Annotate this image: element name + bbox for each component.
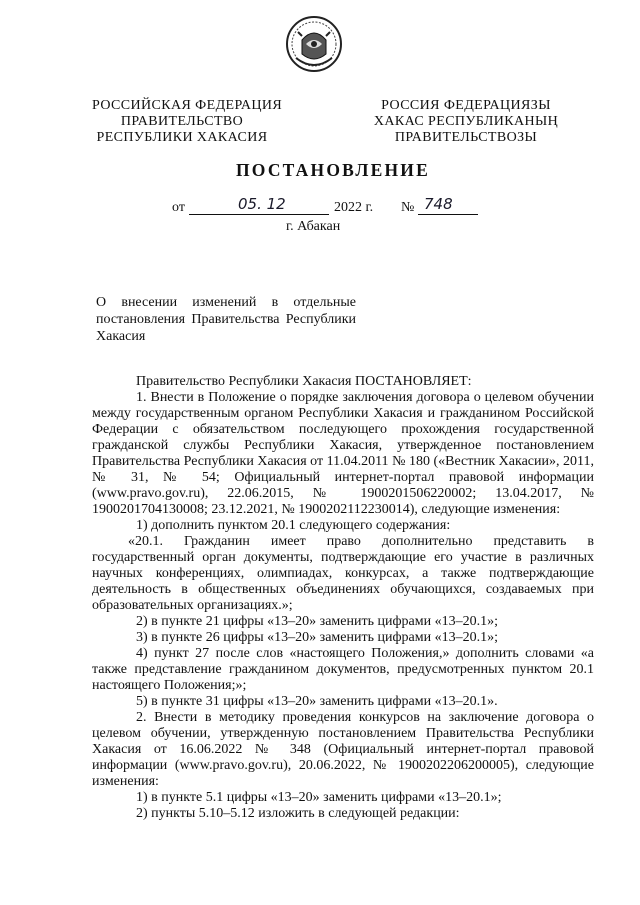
body-paragraph: «20.1. Гражданин имеет право дополнительно представить в государственный орган документы, подтверждающие его участие в различных научных конференциях, олимпиадах, конкурсах, а также подтверждающие деятельность в общественных объединениях обучающихся, создаваемых при образовательных организациях.»; xyxy=(92,534,594,613)
document-body xyxy=(92,374,594,822)
header-right-line: РОССИЯ ФЕДЕРАЦИЯЗЫ xyxy=(381,98,551,113)
body-paragraph: Правительство Республики Хакасия ПОСТАНОВЛЯЕТ: xyxy=(136,374,472,389)
date-prefix: от xyxy=(172,200,185,215)
number-handwritten: 748 xyxy=(424,195,453,213)
number-underline xyxy=(418,214,478,215)
body-paragraph: 2. Внести в методику проведения конкурсов на заключение договора о целевом обучении, утвержденную постановлением Правительства Республики Хакасия от 16.06.2022 № 348 (Официальный интернет-портал правовой информации (www.pravo.gov.ru), 20.06.2022, № 1900202206200005), следующие изменения: xyxy=(92,710,594,789)
header-left xyxy=(92,98,283,146)
document-title: ПОСТАНОВЛЕНИЕ xyxy=(236,160,430,180)
header-left-line: ПРАВИТЕЛЬСТВО xyxy=(120,114,244,129)
header-right-line: ХАКАС РЕСПУБЛИКАНЫҢ xyxy=(373,114,559,129)
header-left-line: РОССИЙСКАЯ ФЕДЕРАЦИЯ xyxy=(92,98,283,113)
body-paragraph: 2) в пункте 21 цифры «13–20» заменить цифрами «13–20.1»; xyxy=(136,614,498,629)
document-subject: О внесении изменений в отдельные постановления Правительства Республики Хакасия xyxy=(96,295,356,344)
header-right xyxy=(372,98,560,146)
body-paragraph: 1. Внести в Положение о порядке заключения договора о целевом обучении между государственным органом Республики Хакасия и гражданином Российской Федерации с обязательством последующего прохождения государственной гражданской службы Республики Хакасия, утвержденное постановлением Правительства Республики Хакасия от 11.04.2011 № 180 («Вестник Хакасии», 2011, № 31, № 54; Официальный интернет-портал правовой информации (www.pravo.gov.ru), 22.06.2015, № 1900201506220002; 13.04.2017, № 1900201704130008; 23.12.2021, № 1900202112230014), следующие изменения: xyxy=(92,390,594,517)
body-paragraph: 4) пункт 27 после слов «настоящего Положения,» дополнить словами «а также представление гражданином документов, предусмотренных пунктом 20.1 настоящего Положения;»; xyxy=(92,646,594,693)
year-label: 2022 г. xyxy=(334,200,374,215)
body-paragraph: 3) в пункте 26 цифры «13–20» заменить цифрами «13–20.1»; xyxy=(136,630,498,645)
header-left-line: РЕСПУБЛИКИ ХАКАСИЯ xyxy=(96,130,268,145)
body-paragraph: 5) в пункте 31 цифры «13–20» заменить цифрами «13–20.1». xyxy=(136,694,498,709)
body-paragraph: 1) дополнить пунктом 20.1 следующего содержания: xyxy=(136,518,451,533)
place: г. Абакан xyxy=(286,219,341,234)
body-paragraph: 1) в пункте 5.1 цифры «13–20» заменить цифрами «13–20.1»; xyxy=(136,790,502,805)
header-right-line: ПРАВИТЕЛЬСТВОЗЫ xyxy=(394,130,538,145)
number-label: № xyxy=(401,200,415,215)
coat-of-arms-emblem xyxy=(284,14,344,74)
date-handwritten: 05. 12 xyxy=(238,195,286,213)
date-underline xyxy=(189,214,329,215)
body-paragraph: 2) пункты 5.10–5.12 изложить в следующей редакции: xyxy=(136,806,460,821)
